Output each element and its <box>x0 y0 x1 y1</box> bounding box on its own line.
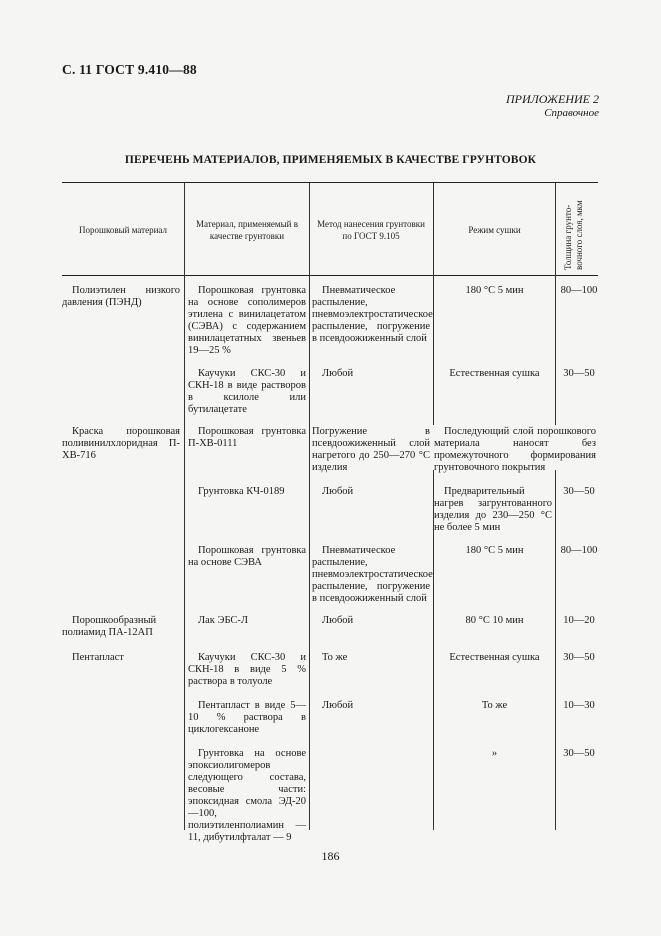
row6-method: Любой <box>322 615 354 626</box>
table-header-rule <box>62 275 598 276</box>
row3-powder: Краска порошковая поливинилхлоридная П-ХВ-716 <box>62 426 180 461</box>
row8-primer: Пентапласт в виде 5—10 % раствора в циклогексаноне <box>188 700 306 735</box>
row9-thickness: 30—50 <box>563 748 595 759</box>
row3-drying-merged: Последующий слой порошкового материала наносят без промежуточного формирования грунтовочного покрытия <box>434 426 596 473</box>
row2-drying: Естественная сушка <box>449 368 540 379</box>
row5-primer: Порошковая грунтовка на основе СЭВА <box>188 545 306 568</box>
row4-drying: Предварительный нагрев загрунтованного изделия до 230—250 °С не более 5 мин <box>434 486 552 533</box>
column-divider-3-upper <box>433 183 434 425</box>
row3-method: Погружение в псевдоожиженный слой нагретого до 250—270 °С изделия <box>312 426 430 473</box>
row7-method: То же <box>322 652 348 663</box>
row6-primer: Лак ЭБС-Л <box>198 615 249 626</box>
row1-powder: Полиэтилен низкого давления (ПЭНД) <box>62 285 180 308</box>
row7-thickness: 30—50 <box>563 652 595 663</box>
appendix-number: ПРИЛОЖЕНИЕ 2 <box>506 92 599 106</box>
column-divider-1 <box>184 183 185 830</box>
column-divider-4-lower <box>555 470 556 830</box>
row1-thickness: 80—100 <box>560 285 598 296</box>
row8-method: Любой <box>322 700 354 711</box>
table-title: ПЕРЕЧЕНЬ МАТЕРИАЛОВ, ПРИМЕНЯЕМЫХ В КАЧЕСТВЕ ГРУНТОВОК <box>124 154 537 166</box>
header-layer-thickness: Толщина грунто-вочного слоя, мкм <box>563 200 584 270</box>
row4-primer: Грунтовка КЧ-0189 <box>198 486 285 497</box>
row6-drying: 80 °С 10 мин <box>465 615 524 626</box>
row9-drying: » <box>491 748 498 759</box>
row4-thickness: 30—50 <box>563 486 595 497</box>
appendix-label <box>506 92 599 120</box>
column-divider-2 <box>309 183 310 830</box>
row1-primer: Порошковая грунтовка на основе сополимеров этилена с винилацетатом (СЭВА) с содержанием винилацетатных звеньев 19—25 % <box>188 285 306 356</box>
header-application-method: Метод нанесения грунтовки по ГОСТ 9.105 <box>317 219 425 241</box>
row3-primer: Порошковая грунтовка П-ХВ-0111 <box>188 426 306 449</box>
row2-thickness: 30—50 <box>563 368 595 379</box>
row2-primer: Каучуки СКС-30 и СКН-18 в виде растворов в ксилоле или бутилацетате <box>188 368 306 415</box>
header-drying-mode: Режим сушки <box>468 225 521 235</box>
row6-powder: Порошкообразный полиамид ПА-12АП <box>62 615 157 638</box>
page-number: 186 <box>321 849 340 863</box>
row1-drying: 180 °С 5 мин <box>465 285 524 296</box>
row5-drying: 180 °С 5 мин <box>465 545 524 556</box>
table-top-rule <box>62 182 598 183</box>
header-primer-material: Материал, применяемый в качестве грунтовки <box>196 219 298 241</box>
row5-thickness: 80—100 <box>560 545 598 556</box>
row7-drying: Естественная сушка <box>449 652 540 663</box>
row8-drying: То же <box>481 700 508 711</box>
row4-method: Любой <box>322 486 354 497</box>
row7-powder: Пентапласт <box>72 652 124 663</box>
row9-primer: Грунтовка на основе эпоксиолигомеров следующего состава, весовые части: эпоксидная смола ЭД-20—100, полиэтиленполиамин — 11, дибутилфталат — 9 <box>188 748 306 843</box>
column-divider-4-upper <box>555 183 556 425</box>
appendix-type: Справочное <box>544 107 599 119</box>
row7-primer: Каучуки СКС-30 и СКН-18 в виде 5 % раствора в толуоле <box>188 652 306 687</box>
document-header: С. 11 ГОСТ 9.410—88 <box>62 62 197 77</box>
row6-thickness: 10—20 <box>563 615 595 626</box>
header-powder-material: Порошковый материал <box>79 225 167 235</box>
row5-method: Пневматическое распыление, пневмоэлектростатическое распыление, погружение в псевдоожиженный слой <box>312 545 433 604</box>
row2-method: Любой <box>322 368 354 379</box>
row8-thickness: 10—30 <box>563 700 595 711</box>
row1-method: Пневматическое распыление, пневмоэлектростатическое распыление, погружение в псевдоожиженный слой <box>312 285 433 344</box>
